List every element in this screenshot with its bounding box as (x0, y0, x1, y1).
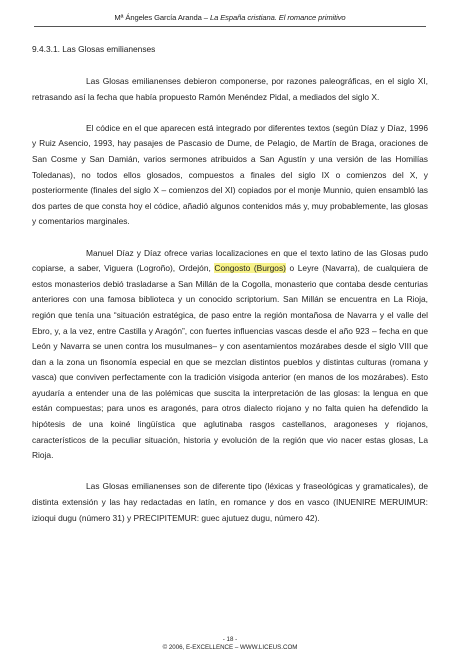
header-author: Mª Ángeles García Aranda (114, 13, 202, 22)
header-separator: – (201, 13, 210, 22)
header-book-title: La España cristiana. El romance primitivo (209, 13, 346, 22)
section-title: 9.4.3.1. Las Glosas emilianenses (32, 44, 156, 54)
header-rule (34, 26, 426, 27)
copyright: © 2006, E-EXCELLENCE – WWW.LICEUS.COM (162, 644, 298, 651)
page-footer (0, 636, 460, 652)
paragraph-3 (32, 246, 428, 464)
highlight-burgos: (Burgos) (253, 263, 286, 274)
paragraph-3-text-a: Manuel Díaz y Díaz ofrece varias localizaciones en que el texto latino de las Glosas pudo copiarse, a saber, Viguera (Logroño), Ordejón, (32, 247, 428, 274)
running-header (0, 13, 460, 22)
paragraph-2: El códice en el que aparecen está integrado por diferentes textos (según Díaz y Díaz, 1996 y Ruiz Asencio, 1993, hay pasajes de Pascasio de Dume, de Pelagio, de Martín de Braga, oraciones de San Cosme y San Damián, varios sermones atribuidos a San Agustín y una versión de las Homilías Toledanas), no todos ellos glosados, compuestos a finales del siglo IX o comienzos del X, y posteriormente (finales del siglo X – comienzos del XI) copiados por el monje Munnio, quien ensambló las dos partes de que consta hoy el códice, añadió algunos contenidos más y, muy probablemente, las glosas y comentarios marginales. (32, 122, 428, 227)
highlight-congosto: Congosto (214, 263, 251, 274)
page-number: - 18 - (222, 636, 238, 643)
paragraph-4: Las Glosas emilianenses son de diferente tipo (léxicas y fraseológicas y gramaticales), de distinta extensión y las hay redactadas en latín, en romance y dos en vasco (INUENIRE MERUIMUR: izioqui dugu (número 31) y PRECIPITEMUR: guec ajutuez dugu, número 42). (32, 481, 428, 523)
body-text (32, 74, 428, 542)
paragraph-3-text-b: o Leyre (Navarra), de cualquiera de estos monasterios debió trasladarse a San Millán de la Cogolla, monasterio que contaba desde centurias anteriores con una famosa biblioteca y un conocido scriptorium. San Millán se encuentra en La Rioja, región que tenía una “situación estratégica, de paso entre la región montañosa de Navarra y el valle del Ebro, y, a la vez, entre Castilla y Aragón”, con fuertes influencias vascas desde el año 923 – fecha en que León y Navarra se unen contra los musulmanes– y con asentamientos mozárabes desde el siglo VIII que dan a la zona un fisonomía especial en que se mezclan distintos pueblos y distintas culturas (romana y vasca) que conviven perfectamente con la tradición visigoda anterior (en manos de los mozárabes). Esto ayudaría a entender una de las polémicas que suscita la interpretación de las glosas: la lengua en que están compuestas; para unos es aragonés, para otros dialecto riojano y no falta quien ha defendido la hipótesis de una koiné lingüística que aglutinaba rasgos castellanos, aragoneses y riojanos, característicos de la peculiar situación, historia y evolución de la región que vio nacer estas glosas, La Rioja. (32, 263, 428, 461)
paragraph-1: Las Glosas emilianenses debieron componerse, por razones paleográficas, en el siglo XI, retrasando así la fecha que había propuesto Ramón Menéndez Pidal, a mediados del siglo X. (32, 76, 428, 102)
